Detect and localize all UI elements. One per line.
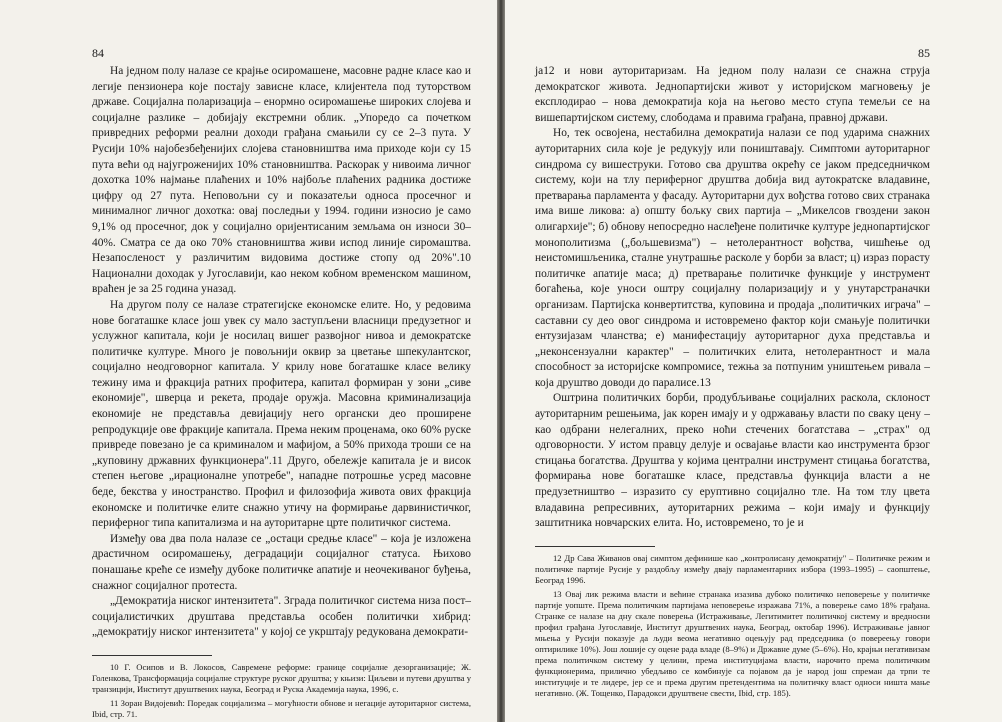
footnote: 10 Г. Осипов и В. Локосов, Савремене реформе: границе социјалне дезорганизације; Ж. Голенкова, Трансформација социјалне структуре руског друштва; у књизи: Циљеви и путеви друштва у транзицији, Институт друштвених наука, Београд и Руска Академија наука, 1996, с. [92, 661, 471, 694]
right-page-body [535, 64, 930, 532]
paragraph: ја12 и нови ауторитаризам. На једном полу налази се снажна струја демократског живота. Једнопартијски живот у историјском магновењу је експлодирао – нова демократија која на његово место ступа темељи се на вишепартијском систему, слободама и правима грађана, правној држави. [535, 65, 930, 124]
page-number-left: 84 [92, 46, 104, 60]
page-number-right: 85 [918, 46, 930, 60]
right-footnotes [535, 553, 930, 699]
paragraph: Но, тек освојена, нестабилна демократија налази се под ударима снажних ауторитарних сила које је редукују или поништавају. Симптоми ауторитарног синдрома су вишеструки. Готово сва друштва окрећу се јаком председничком систему, који на тлу периферног друштва добија вид аутократске владавине, претварања парламента у фасаду. Ауторитарни дух вођства готово свих странака има више ликова: а) општу бољку свих партија – „Микелсов гвоздени закон олигархије"; б) обнову непосредно наслеђене политичке културе једнопартијског монополитизма („бољшевизма") – нетолерантност вођства, чишћење од неистомишљеника, сталне унутрашње расколе у борби за власт; ц) израз порасту политичке апатије маса; д) претварање политичке функције у инструмент богаћења, које уноси оштру социјалну поларизацију и у унутарстраначки организам. Партијска конвертитства, куповина и продаја „политичких играча" – саставни су део овог синдрома и истовремено фактор који смањује политички ентузијазам чланства; е) манифестацију ауторитарног духа представља и „неконсензуални карактер" – политичких елита, нетолерантност и мала способност за историјске компромисе, тежња за потпуним уништењем ривала – која друштво доводи до паралисе.13 [535, 127, 930, 389]
paragraph: „Демократија ниског интензитета". Зграда политичког система низа пост–социјалистичких друштава представља особен политички хибрид: „демократију ниског интензитета" у којој се укрштају редукована демократи- [92, 595, 471, 639]
paragraph: Оштрина политичких борби, продубљивање социјалних раскола, склоност ауторитарним решењима, јак корен имају и у одржавању власти по сваку цену – као одбрани нелегалних, преко ноћи стечених богатстава – „страх" од одговорности. У истом правцу делује и освајање власти као инструмента брзог стицања богатства. Друштва у којима централни инструмент стицања богатства, формирања нове богаташке класе, представља функција власти а не предузетништво – изразито су еруптивно социјално тле. На том тлу цвета владавина репресивних, ауторитарних режима – који имају и функцију заштитника новчарских елита. Но, истовремено, то је и [535, 392, 930, 530]
paragraph: На једном полу налазе се крајње осиромашене, масовне радне класе као и легије пензионера које постају зависне класе, клијентела под туторством државе. Социјална поларизација – енормно осиромашење широких слојева и социјалне разлике – добијају екстремни облик. „Упоредо са почетком привредних реформи реални доходи грађана смањили су се 2–3 пута. У Русији 10% најобезбеђенијих слојева становништва има приходе који су 15 пута већи од најугроженијих 10% становништва. Раскорак у нивоима личног дохотка 10% најмање плаћених и 10% најбоље плаћених радника достиже цифру од 27 пута. Неповољни су и показатељи односа просечног и минималног личног дохотка: овај последњи у 1994. години износио је само 9,1% од просечног, док у социјално оријентисаним земљама он износи 30–40%. Сматра се да око 70% становништва живи испод линије сиромаштва. Незапосленост у различитим видовима достиже стопу од 20%".10 Национални доходак у Југославији, као неком кобном временском машином, враћен је за 25 година уназад. [92, 65, 471, 296]
book-gutter [497, 0, 505, 722]
right-page [505, 0, 1002, 722]
left-page-body [92, 64, 471, 641]
footnote-divider [92, 655, 212, 656]
footnote: 12 Др Сава Живанов овај симптом дефинише као „контролисану демократију" – Политичке режим и политичке партије Русије у раздобљу између двају парламентарних избора (1993–1995) – саопштење, Београд 1996. [535, 552, 930, 585]
paragraph: Између ова два пола налазе се „остаци средње класе" – која је изложена драстичном осиромашењу, деградацији социјалног статуса. Њихово понашање креће се између дубоке политичке апатије и неочекиваног буђења, снажног социјалног протеста. [92, 532, 471, 592]
left-page [0, 0, 497, 722]
left-footnotes [92, 662, 471, 720]
paragraph: На другом полу се налазе стратегијске економске елите. Но, у редовима нове богаташке класе још увек су мало заступљени власници предузетног и услужног капитала, који је носилац вишег развојног нивоа и демократске политичке културе. Много је повољнији оквир за цветање шпекулантског, социјално неодговорног капитала. У крилу нове богаташке класе велику тежину има и фракција ратних профитера, капитал формиран у зони „сиве економије", шверца и рекета, продаје оружја. Масовна криминализација економије не представља девијацију него органски део проширене репродукције ове фракције капитала. Према неким проценама, око 60% руске привреде повезано је са криминалом и мафијом, а 50% прихода троши се на „куповину државних функционера".11 Друго, обележје капитала је и висок степен његове „ирационалне употребе", нападне потрошње усред масовне беде, бекства у иностранство. Профил и филозофија живота ових фракција економске и политичке елите снажно утичу на формирање дарвинистичког, периферног типа капитализма и на ауторитарне црте политичког система. [92, 298, 471, 530]
footnote: 13 Овај лик режима власти и већине странака изазива дубоко политичко неповерење у политичке партије уопште. Према политичким партијама неповерење изражава 71%, а поверење само 18% грађана. Странке се налазе на дну скале поверења (Истраживање, Легитимитет политичкој систему и вредносни профил грађана Југославије, Институт друштвених наука, Београд, октобар 1996). Истраживање јавног мњења у Русији показује да људи веома негативно оцењују рад председника (о повереењу говори оптирилике 10%). Још лошије су оцене рада владе (8–9%) и Државне думе (5–6%). Но, крајњи негативизам према политичком систему у целини, према институцијама власти, нарочито према политичким функционерима, прилично убедљиво се комбинује са појавом да је народ још спреман да трпи те институције и те лидере, јер се и према другим претендентима на политичку власт односи ништа мање негативно. (Ж. Тощенко, Парадокси друштвене свести, Ibid, стр. 185). [535, 588, 930, 698]
footnote-divider [535, 546, 655, 547]
footnote: 11 Зоран Видојевић: Поредак социјализма – могућности обнове и негације ауторитарног система, Ibid, стр. 71. [92, 697, 471, 719]
